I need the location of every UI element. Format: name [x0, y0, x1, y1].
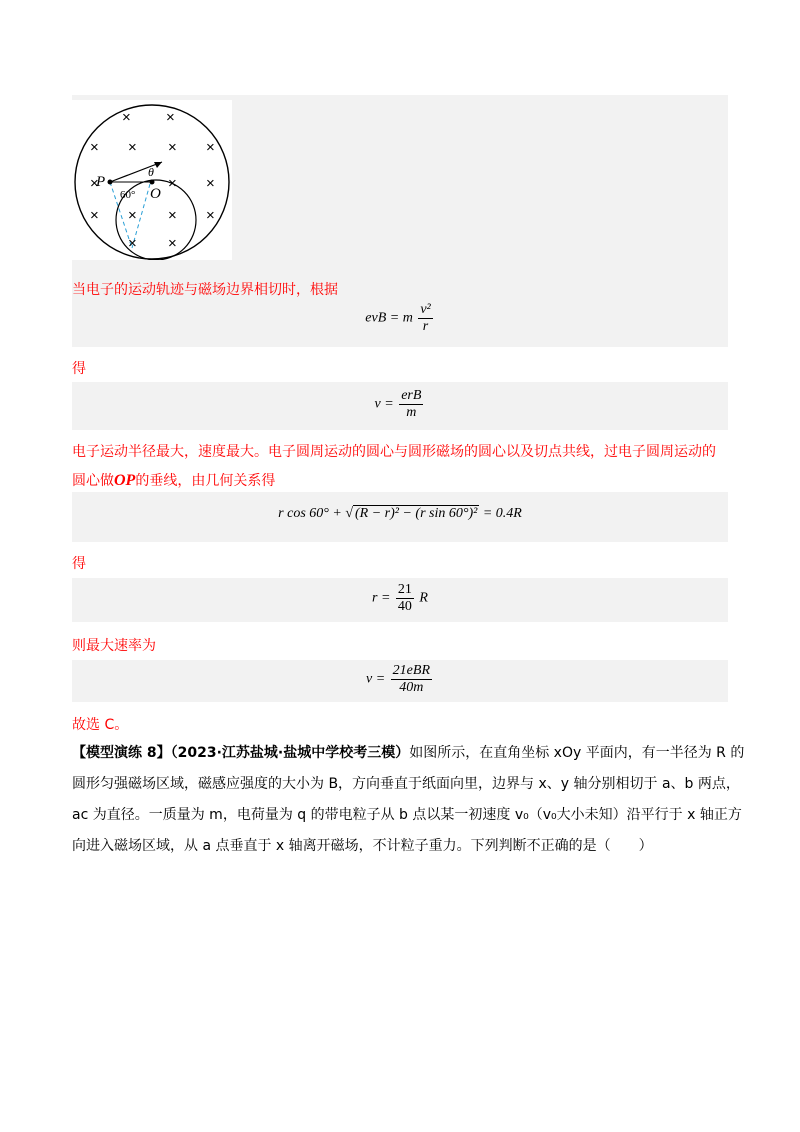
eq4-right: R	[419, 590, 428, 606]
eq5-denominator: 40m	[399, 680, 424, 695]
equation-5	[72, 663, 728, 696]
cross-mark: ×	[168, 139, 177, 156]
label-theta: θ	[148, 165, 154, 179]
cross-mark: ×	[168, 175, 177, 192]
problem-line-3: ac 为直径。一质量为 m，电荷量为 q 的带电粒子从 b 点以某一初速度 v₀（v₀大小未知）沿平行于 x 轴正方	[72, 807, 742, 823]
velocity-arrow	[110, 162, 162, 182]
eq1-numerator: v²	[420, 302, 431, 317]
p2-text-a: 圆心做	[72, 473, 114, 489]
eq5-left: v =	[366, 671, 386, 687]
eq4-left: r =	[372, 590, 391, 606]
cross-mark: ×	[90, 175, 99, 192]
eq1-fraction	[418, 302, 432, 335]
sqrt-sign: √	[345, 506, 353, 521]
eq2-fraction	[399, 388, 423, 421]
problem-line-1	[72, 738, 745, 769]
eq1-left: evB = m	[365, 310, 413, 326]
equation-3	[72, 505, 728, 522]
eq2-numerator: erB	[401, 388, 422, 403]
cross-mark: ×	[168, 235, 177, 252]
eq3-radicand: (R − r)² − (r sin 60°)²	[355, 506, 478, 521]
eq3-part-b: = 0.4R	[482, 506, 522, 521]
eq5-fraction	[391, 663, 432, 696]
cross-mark: ×	[206, 207, 215, 224]
problem-tag: 【模型演练 8】（2023·江苏盐城·盐城中学校考三模）	[72, 745, 410, 761]
problem-line-1-rest: 如图所示，在直角坐标 xOy 平面内，有一半径为 R 的	[409, 745, 745, 761]
eq5-numerator: 21eBR	[392, 663, 430, 678]
cross-mark: ×	[128, 207, 137, 224]
eq3-part-a: r cos 60° +	[278, 506, 342, 521]
solution-de-1: 得	[72, 361, 86, 377]
cross-mark: ×	[206, 175, 215, 192]
point-o	[150, 180, 155, 185]
cross-mark: ×	[90, 207, 99, 224]
eq4-fraction	[396, 582, 414, 615]
eq2-denominator: m	[406, 405, 417, 420]
problem-line-4: 向进入磁场区域，从 a 点垂直于 x 轴离开磁场，不计粒子重力。下列判断不正确的是（ ）	[72, 838, 653, 854]
cross-mark: ×	[168, 207, 177, 224]
solution-paragraph-3: 则最大速率为	[72, 638, 156, 654]
cross-mark: ×	[122, 109, 131, 126]
magnetic-field-figure	[72, 100, 232, 260]
cross-mark: ×	[90, 139, 99, 156]
cross-mark: ×	[128, 139, 137, 156]
equation-4	[72, 582, 728, 615]
p2-op-symbol: OP	[114, 472, 136, 489]
equation-2	[72, 388, 728, 421]
cross-mark: ×	[128, 235, 137, 252]
point-p	[108, 180, 113, 185]
problem-8	[72, 738, 745, 862]
p2-text-b: 的垂线，由几何关系得	[135, 473, 276, 489]
cross-mark: ×	[166, 109, 175, 126]
label-angle: 60°	[120, 189, 136, 201]
eq4-numerator: 21	[397, 582, 412, 597]
eq4-denominator: 40	[397, 599, 412, 614]
eq1-denominator: r	[422, 319, 429, 334]
eq2-left: v =	[374, 396, 394, 412]
label-p: P	[96, 174, 106, 190]
figure-svg	[72, 100, 232, 260]
equation-1	[72, 302, 728, 335]
problem-line-2: 圆形匀强磁场区域，磁感应强度的大小为 B，方向垂直于纸面向里，边界与 x、y 轴分别相切于 a、b 两点，	[72, 776, 740, 792]
solution-de-2: 得	[72, 556, 86, 572]
cross-mark: ×	[206, 139, 215, 156]
solution-paragraph-2-line-1: 电子运动半径最大，速度最大。电子圆周运动的圆心与圆形磁场的圆心以及切点共线，过电子圆周运动的	[72, 444, 716, 460]
answer-line: 故选 C。	[72, 717, 129, 733]
solution-paragraph-2-line-2	[72, 470, 275, 490]
solution-paragraph-1: 当电子的运动轨迹与磁场边界相切时，根据	[72, 282, 338, 298]
label-o: O	[150, 186, 161, 202]
